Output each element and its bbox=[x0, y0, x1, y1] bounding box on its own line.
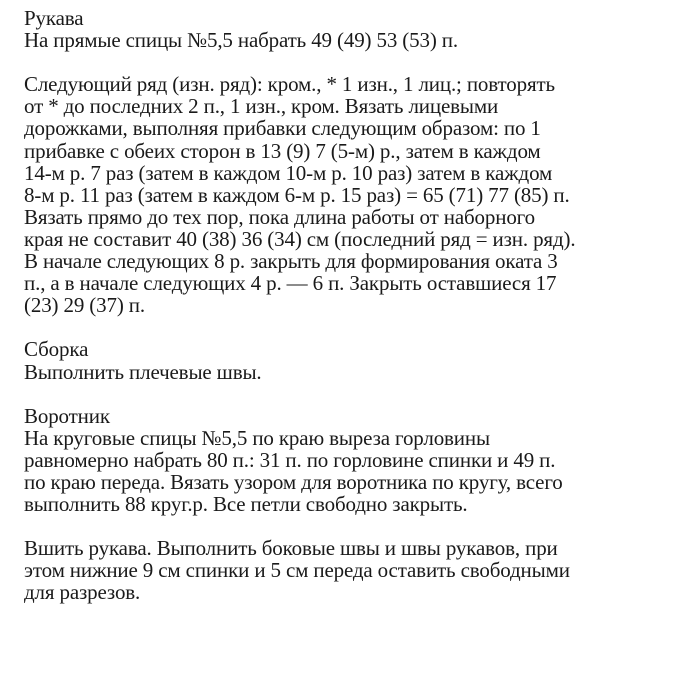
text-line: Вшить рукава. Выполнить боковые швы и швы рукавов, при bbox=[24, 536, 558, 561]
text-line: равномерно набрать 80 п.: 31 п. по горловине спинки и 49 п. bbox=[24, 447, 556, 472]
text-line: прибавке с обеих сторон в 13 (9) 7 (5-м) р., затем в каждом bbox=[24, 138, 541, 163]
text-line: Выполнить плечевые швы. bbox=[24, 359, 262, 384]
text-line: выполнить 88 круг.р. Все петли свободно закрыть. bbox=[24, 492, 468, 517]
text-line: этом нижние 9 см спинки и 5 см переда оставить свободными bbox=[24, 558, 570, 583]
section-sleeves-instructions bbox=[24, 73, 680, 316]
text-line: 8-м р. 11 раз (затем в каждом 6-м р. 15 раз) = 65 (71) 77 (85) п. bbox=[24, 182, 570, 207]
text-line: края не составит 40 (38) 36 (34) см (последний ряд = изн. ряд). bbox=[24, 226, 576, 251]
section-heading-collar: Воротник bbox=[24, 403, 110, 428]
text-line: от * до последних 2 п., 1 изн., кром. Вязать лицевыми bbox=[24, 94, 499, 119]
section-heading-sleeves: Рукава bbox=[24, 6, 84, 30]
text-line: Следующий ряд (изн. ряд): кром., * 1 изн., 1 лиц.; повторять bbox=[24, 72, 555, 97]
text-line: Вязать прямо до тех пор, пока длина работы от наборного bbox=[24, 204, 535, 229]
text-line: На круговые спицы №5,5 по краю выреза горловины bbox=[24, 425, 490, 450]
text-line: дорожками, выполняя прибавки следующим образом: по 1 bbox=[24, 116, 541, 141]
text-line: п., а в начале следующих 4 р. — 6 п. Закрыть оставшиеся 17 bbox=[24, 271, 557, 296]
text-line: На прямые спицы №5,5 набрать 49 (49) 53 (53) п. bbox=[24, 28, 458, 53]
text-line: (23) 29 (37) п. bbox=[24, 293, 145, 318]
section-collar bbox=[24, 405, 680, 515]
text-line: по краю переда. Вязать узором для воротника по кругу, всего bbox=[24, 469, 563, 494]
section-finishing bbox=[24, 537, 680, 603]
text-line: 14-м р. 7 раз (затем в каждом 10-м р. 10 раз) затем в каждом bbox=[24, 160, 553, 185]
section-heading-assembly: Сборка bbox=[24, 337, 89, 362]
section-sleeves bbox=[24, 7, 680, 51]
section-assembly bbox=[24, 338, 680, 382]
text-line: для разрезов. bbox=[24, 580, 141, 605]
text-line: В начале следующих 8 р. закрыть для формирования оката 3 bbox=[24, 249, 558, 274]
